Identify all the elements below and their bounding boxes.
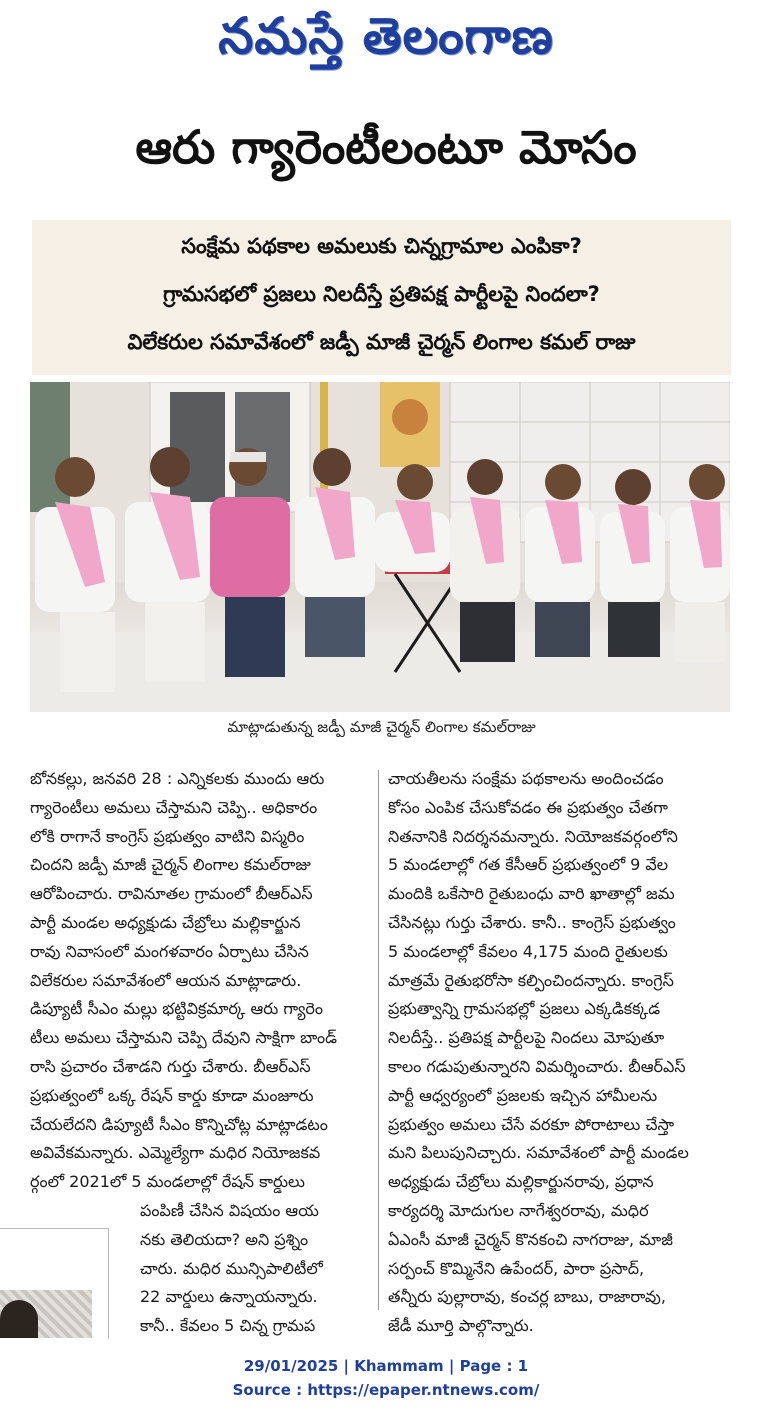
footer-source-link[interactable]: Source : https://epaper.ntnews.com/ bbox=[232, 1381, 540, 1399]
article-line: అధ్యక్షుడు చేబ్రోలు మల్లికార్జునరావు, ప్రధాన bbox=[388, 1172, 654, 1192]
article-line: రాసి ప్రచారం చేశాడని గుర్తు చేశారు. బీఆర్‌ఎస్ bbox=[30, 1056, 311, 1076]
article-line: చేయలేదని డిప్యూటీ సీఎం కొన్నిచోట్ల మాట్లాడటం bbox=[30, 1114, 328, 1134]
article-line: టీలు అమలు చేస్తామని చెప్పి దేవుని సాక్షిగా బాండ్ bbox=[30, 1028, 338, 1048]
article-line: తన్నీరు పుల్లారావు, కంచర్ల బాబు, రాజారావు, bbox=[388, 1287, 666, 1307]
article-line: గ్యారెంటీలు అమలు చేస్తామని చెప్పి.. అధికారం bbox=[30, 797, 318, 817]
article-line: మని పిలుపునిచ్చారు. సమావేశంలో పార్టీ మండల bbox=[388, 1143, 689, 1163]
article-line: నితనానికి నిదర్శనమన్నారు. నియోజకవర్గంలోని bbox=[388, 826, 678, 846]
article-line: ఏఎంసీ మాజీ చైర్మన్ కొనకంచి నాగరాజు, మాజీ bbox=[388, 1229, 673, 1249]
article-line: నిలదీస్తే.. ప్రతిపక్ష పార్టీలపై నిందలు మోపుతూ bbox=[388, 1028, 665, 1048]
article-line: చారు. మధిర మున్సిపాలిటీలో bbox=[140, 1258, 323, 1278]
article-line: ప్రభుత్వం అమలు చేసే వరకూ పోరాటాలు చేస్తా bbox=[388, 1114, 675, 1134]
article-line: కానీ.. కేవలం 5 చిన్న గ్రామప bbox=[140, 1316, 316, 1336]
article-photo bbox=[30, 382, 730, 712]
article-line: చిందని జడ్పీ మాజీ చైర్మన్ లింగాల కమల్‌రాజు bbox=[30, 855, 311, 875]
article-line: 22 వార్డులు ఉన్నాయన్నారు. bbox=[140, 1287, 318, 1307]
article-line: లోకి రాగానే కాంగ్రెస్ ప్రభుత్వం వాటిని విస్మరిం bbox=[30, 826, 305, 846]
page-footer bbox=[0, 1354, 772, 1402]
photo-caption: మాట్లాడుతున్న జడ్పీ మాజీ చైర్మన్ లింగాల కమల్‌రాజు bbox=[227, 718, 536, 736]
article-line: ఆరోపించారు. రావినూతల గ్రామంలో బీఆర్‌ఎస్ bbox=[30, 884, 313, 904]
article-line: సర్పంచ్ కొమ్మినేని ఉపేందర్, పారా ప్రసాద్, bbox=[388, 1258, 645, 1278]
article-line: కార్యదర్శి మోదుగుల నాగేశ్వరరావు, మధిర bbox=[388, 1200, 649, 1220]
article-line: మందికి ఒకేసారి రైతుబంధు వారి ఖాతాల్లో జమ bbox=[388, 884, 675, 904]
sub-headline-1: సంక్షేమ పథకాల అమలుకు చిన్నగ్రామాల ఎంపికా? bbox=[181, 234, 582, 258]
article-line: పార్టీ ఆధ్వర్యంలో ప్రజలకు ఇచ్చిన హామీలను bbox=[388, 1085, 658, 1105]
article-line: ప్రభుత్వాన్ని గ్రామసభల్లో ప్రజలు ఎక్కడికక్కడ bbox=[388, 999, 661, 1019]
article-line: డిప్యూటీ సీఎం మల్లు భట్టివిక్రమార్క ఆరు గ్యారెం bbox=[30, 999, 324, 1019]
masthead bbox=[0, 0, 772, 84]
article-line: 5 మండలాల్లో గత కేసీఆర్ ప్రభుత్వంలో 9 వేల bbox=[388, 855, 669, 875]
article-line: 5 మండలాల్లో కేవలం 4,175 మంది రైతులకు bbox=[388, 941, 668, 961]
press-meet-photo bbox=[30, 382, 730, 712]
newspaper-title: నమస్తే తెలంగాణ bbox=[218, 6, 554, 65]
article-line: చేసినట్లు గుర్తు చేశారు. కానీ.. కాంగ్రెస్ ప్రభుత్వం bbox=[388, 912, 676, 932]
article-line: అవివేకమన్నారు. ఎమ్మెల్యేగా మధిర నియోజకవ bbox=[30, 1143, 321, 1163]
article-headline: ఆరు గ్యారెంటీలంటూ మోసం bbox=[135, 120, 637, 174]
article-line: పంపిణీ చేసిన విషయం ఆయ bbox=[140, 1200, 319, 1220]
article-line: కోసం ఎంపిక చేసుకోవడం ఈ ప్రభుత్వం చేతగా bbox=[388, 797, 668, 817]
article-line: చాయతీలను సంక్షేమ పథకాలను అందించడం bbox=[388, 769, 664, 788]
footer-date-edition: 29/01/2025 | Khammam | Page : 1 bbox=[243, 1357, 529, 1375]
sub-headline-box bbox=[32, 220, 731, 375]
sub-headline-2: గ్రామసభలో ప్రజలు నిలదీస్తే ప్రతిపక్ష పార్టీలపై నిందలా? bbox=[163, 282, 600, 306]
article-line: మాత్రమే రైతుభరోసా కల్పించిందన్నారు. కాంగ్రెస్ bbox=[388, 970, 674, 990]
article-line: బోనకల్లు, జనవరి 28 : ఎన్నికలకు ముందు ఆరు bbox=[30, 769, 325, 788]
article-line: నకు తెలియదా? అని ప్రశ్నిం bbox=[140, 1229, 309, 1249]
article-line: రావు నివాసంలో మంగళవారం ఏర్పాటు చేసిన bbox=[30, 941, 309, 961]
article-line: ర్గంలో 2021లో 5 మండలాల్లో రేషన్ కార్డులు bbox=[30, 1172, 305, 1192]
article-line: పార్టీ మండల అధ్యక్షుడు చేబ్రోలు మల్లికార్జున bbox=[30, 912, 301, 932]
adjacent-photo-person bbox=[0, 1300, 38, 1338]
article-line: జేడీ మూర్తి పాల్గొన్నారు. bbox=[388, 1316, 534, 1336]
article-line: విలేకరుల సమావేశంలో ఆయన మాట్లాడారు. bbox=[30, 970, 302, 990]
article-column-right bbox=[388, 765, 726, 1341]
article-line: ప్రభుత్వంలో ఒక్క రేషన్ కార్డు కూడా మంజూరు bbox=[30, 1085, 314, 1105]
article-line: కాలం గడుపుతున్నారని విమర్శించారు. బీఆర్‌ఎస్ bbox=[388, 1056, 686, 1076]
sub-headline-3: విలేకరుల సమావేశంలో జడ్పీ మాజీ చైర్మన్ లింగాల కమల్ రాజు bbox=[127, 330, 636, 354]
column-divider bbox=[378, 770, 379, 1310]
